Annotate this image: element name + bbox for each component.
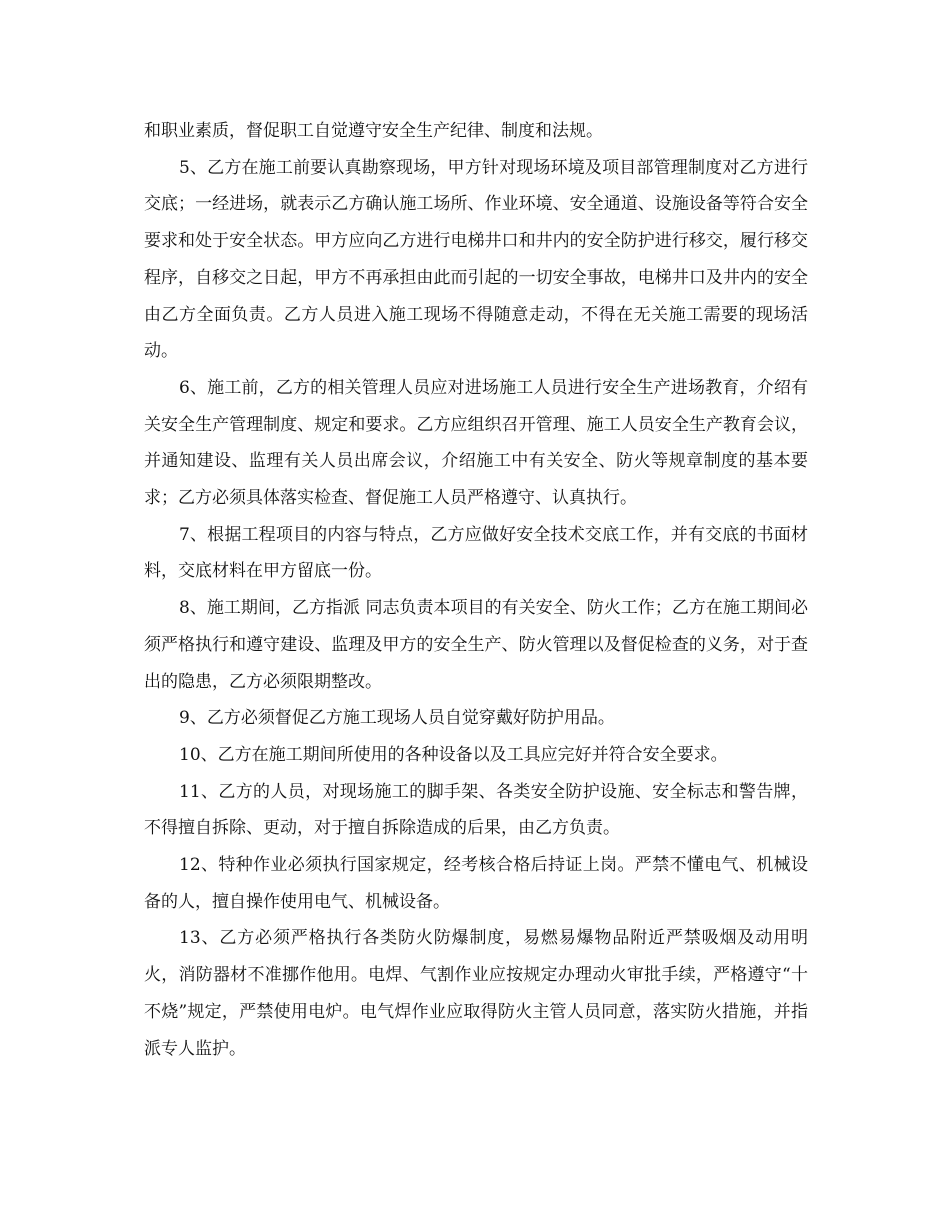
paragraph-item-5: 5、乙方在施工前要认真勘察现场，甲方针对现场环境及项目部管理制度对乙方进行交底；一经进场，就表示乙方确认施工场所、作业环境、安全通道、设施设备等符合安全要求和处于安全状态。甲方应向乙方进行电梯井口和井内的安全防护进行移交，履行移交程序，自移交之日起，甲方不再承担由此而引起的一切安全事故，电梯井口及井内的安全由乙方全面负责。乙方人员进入施工现场不得随意走动，不得在无关施工需要的现场活动。 — [144, 157, 808, 362]
paragraph-continuation: 和职业素质，督促职工自觉遵守安全生产纪律、制度和法规。 — [144, 121, 603, 141]
paragraph-item-11: 11、乙方的人员，对现场施工的脚手架、各类安全防护设施、安全标志和警告牌，不得擅自拆除、更动，对于擅自拆除造成的后果，由乙方负责。 — [144, 781, 808, 839]
paragraph-item-6: 6、施工前，乙方的相关管理人员应对进场施工人员进行安全生产进场教育，介绍有关安全生产管理制度、规定和要求。乙方应组织召开管理、施工人员安全生产教育会议，并通知建设、监理有关人员出席会议，介绍施工中有关安全、防火等规章制度的基本要求；乙方必须具体落实检查、督促施工人员严格遵守、认真执行。 — [144, 377, 808, 509]
document-body — [144, 113, 808, 1067]
paragraph-item-8: 8、施工期间，乙方指派 同志负责本项目的有关安全、防火工作；乙方在施工期间必须严格执行和遵守建设、监理及甲方的安全生产、防火管理以及督促检查的义务，对于查出的隐患，乙方必须限期整改。 — [144, 598, 808, 692]
paragraph-item-10: 10、乙方在施工期间所使用的各种设备以及工具应完好并符合安全要求。 — [179, 744, 728, 765]
paragraph-item-12: 12、特种作业必须执行国家规定，经考核合格后持证上岗。严禁不懂电气、机械设备的人，擅自操作使用电气、机械设备。 — [144, 855, 808, 912]
paragraph-item-9: 9、乙方必须督促乙方施工现场人员自觉穿戴好防护用品。 — [179, 708, 615, 729]
paragraph-item-13: 13、乙方必须严格执行各类防火防爆制度，易燃易爆物品附近严禁吸烟及动用明火，消防器材不准挪作他用。电焊、气割作业应按规定办理动火审批手续，严格遵守“十不烧”规定，严禁使用电炉。电气焊作业应取得防火主管人员同意，落实防火措施，并指派专人监护。 — [144, 928, 808, 1059]
paragraph-item-7: 7、根据工程项目的内容与特点，乙方应做好安全技术交底工作，并有交底的书面材料，交底材料在甲方留底一份。 — [144, 524, 808, 582]
